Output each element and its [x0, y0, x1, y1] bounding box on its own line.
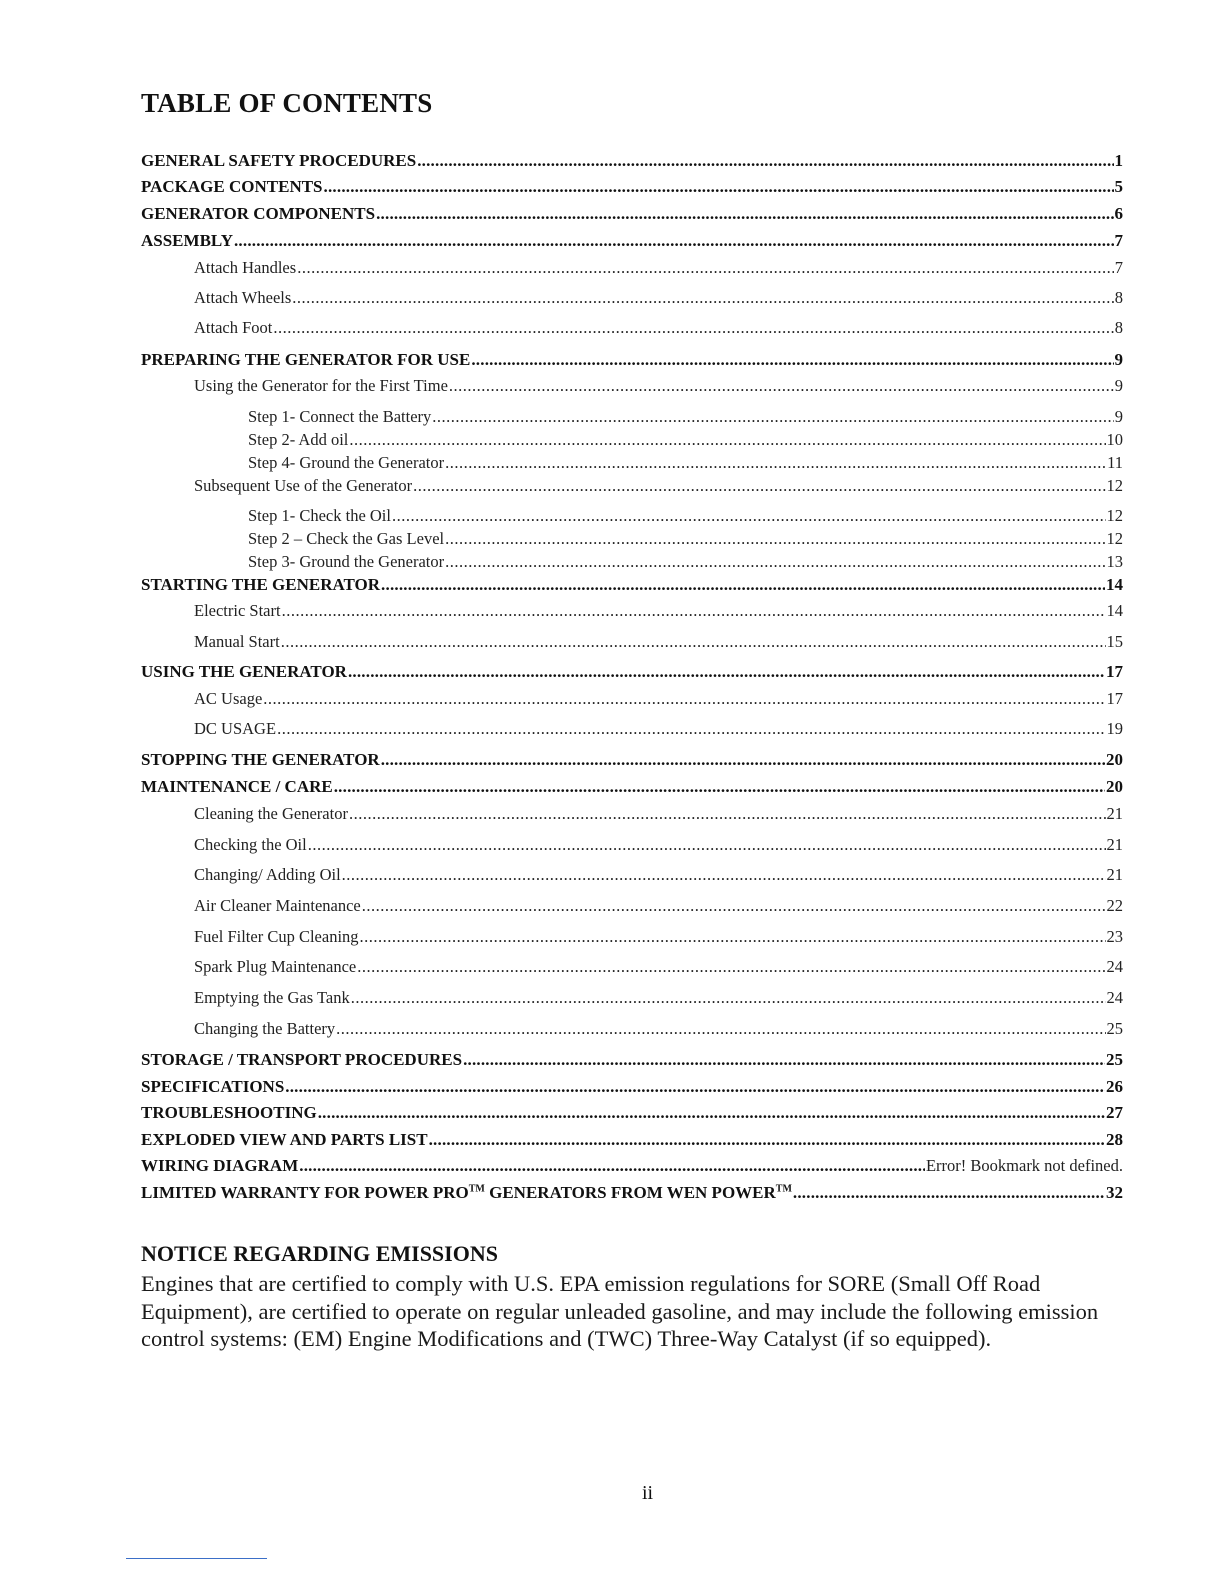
toc-page-number: 32: [1106, 1183, 1123, 1202]
notice-body: Engines that are certified to comply with U.S. EPA emission regulations for SORE (Small Off Road Equipment), are certified to operate on regular unleaded gasoline, and may include the following emission control systems: (EM) Engine Modifications and (TWC) Three-Way Catalyst (if so equipped).: [141, 1271, 1099, 1351]
toc-leader-dots: [285, 1077, 1105, 1097]
toc-page-number: 6: [1114, 204, 1123, 223]
toc-entry[interactable]: [141, 662, 1123, 682]
toc-page-number: 12: [1106, 476, 1123, 495]
toc-entry[interactable]: [141, 601, 1123, 621]
toc-leader-dots: [471, 350, 1113, 370]
toc-page-number: 13: [1106, 552, 1123, 571]
toc-leader-dots: [463, 1050, 1105, 1070]
toc-entry-title: PACKAGE CONTENTS: [141, 177, 323, 196]
toc-page-number: 1: [1114, 151, 1123, 170]
toc-leader-dots: [297, 258, 1114, 278]
toc-entry[interactable]: [141, 288, 1123, 308]
toc-entry-title: MAINTENANCE / CARE: [141, 777, 333, 796]
toc-page-number: 10: [1106, 430, 1123, 449]
toc-entry[interactable]: [141, 318, 1123, 338]
toc-entry-title: Checking the Oil: [194, 835, 307, 854]
toc-leader-dots: [349, 430, 1105, 450]
toc-entry[interactable]: [141, 407, 1123, 427]
toc-page-number: 25: [1106, 1019, 1123, 1038]
toc-title-part: GENERATORS FROM WEN POWER: [484, 1183, 776, 1202]
toc-page-error: Error! Bookmark not defined.: [925, 1156, 1123, 1175]
toc-leader-dots: [449, 376, 1114, 396]
toc-page-number: 15: [1106, 632, 1123, 651]
toc-entry-title: Changing the Battery: [194, 1019, 336, 1038]
toc-leader-dots: [381, 575, 1105, 595]
toc-leader-dots: [417, 151, 1113, 171]
notice-heading: NOTICE REGARDING EMISSIONS: [141, 1241, 498, 1266]
toc-entry[interactable]: [141, 575, 1123, 595]
toc-page-number: 24: [1106, 988, 1123, 1007]
toc-entry-title: TROUBLESHOOTING: [141, 1103, 317, 1122]
toc-entry[interactable]: [141, 750, 1123, 770]
toc-page-number: 5: [1114, 177, 1123, 196]
toc-entry-title: Cleaning the Generator: [194, 804, 348, 823]
toc-page-number: 14: [1106, 601, 1123, 620]
toc-entry-title: STOPPING THE GENERATOR: [141, 750, 380, 769]
toc-entry[interactable]: [141, 1019, 1123, 1039]
toc-leader-dots: [324, 177, 1114, 197]
toc-entry-title: PREPARING THE GENERATOR FOR USE: [141, 350, 471, 369]
toc-page-number: 9: [1114, 350, 1123, 369]
page-title: TABLE OF CONTENTS: [141, 88, 433, 118]
toc-page-number: 21: [1106, 835, 1123, 854]
toc-page-number: 12: [1106, 529, 1123, 548]
toc-leader-dots: [348, 662, 1105, 682]
toc-leader-dots: [429, 1130, 1105, 1150]
toc-entry-title: USING THE GENERATOR: [141, 662, 347, 681]
toc-leader-dots: [234, 231, 1114, 251]
toc-entry[interactable]: [141, 453, 1123, 473]
toc-entry[interactable]: [141, 632, 1123, 652]
toc-entry-title: Changing/ Adding Oil: [194, 865, 341, 884]
toc-entry[interactable]: [141, 835, 1123, 855]
toc-leader-dots: [349, 804, 1106, 824]
toc-leader-dots: [413, 476, 1105, 496]
toc-page-number: 25: [1106, 1050, 1123, 1069]
toc-page-number: 23: [1106, 927, 1123, 946]
toc-entry[interactable]: [141, 231, 1123, 251]
toc-leader-dots: [362, 896, 1106, 916]
toc-entry[interactable]: [141, 529, 1123, 549]
toc-entry-title: Using the Generator for the First Time: [194, 376, 448, 395]
toc-entry-title: [141, 1183, 792, 1203]
toc-entry-title: Attach Foot: [194, 318, 273, 337]
toc-page-number: 8: [1114, 318, 1123, 337]
toc-entry[interactable]: [141, 1183, 1123, 1203]
toc-entry[interactable]: [141, 1077, 1123, 1097]
toc-page-number: 7: [1114, 231, 1123, 250]
toc-page-number: 9: [1114, 407, 1123, 426]
toc-entry[interactable]: [141, 151, 1123, 171]
toc-entry[interactable]: [141, 350, 1123, 370]
toc-entry-title: Step 1- Connect the Battery: [248, 407, 432, 426]
toc-entry-title: STORAGE / TRANSPORT PROCEDURES: [141, 1050, 463, 1069]
toc-entry[interactable]: [141, 689, 1123, 709]
toc-entry-title: AC Usage: [194, 689, 263, 708]
toc-entry-title: Subsequent Use of the Generator: [194, 476, 413, 495]
toc-page-number: 8: [1114, 288, 1123, 307]
toc-entry-title: Fuel Filter Cup Cleaning: [194, 927, 359, 946]
toc-entry[interactable]: [141, 1050, 1123, 1070]
toc-leader-dots: [392, 506, 1106, 526]
toc-page-number: 24: [1106, 957, 1123, 976]
toc-page-number: 21: [1106, 865, 1123, 884]
toc-entry[interactable]: [141, 1130, 1123, 1150]
toc-leader-dots: [445, 453, 1106, 473]
toc-page-number: 7: [1114, 258, 1123, 277]
toc-leader-dots: [336, 1019, 1105, 1039]
toc-page-number: 20: [1106, 750, 1123, 769]
toc-entry-title: Step 3- Ground the Generator: [248, 552, 445, 571]
toc-page-number: 27: [1106, 1103, 1123, 1122]
toc-leader-dots: [308, 835, 1106, 855]
toc-entry-title: Spark Plug Maintenance: [194, 957, 357, 976]
toc-title-part: LIMITED WARRANTY FOR POWER PRO: [141, 1183, 469, 1202]
toc-entry-title: DC USAGE: [194, 719, 277, 738]
toc-entry-title: GENERAL SAFETY PROCEDURES: [141, 151, 417, 170]
toc-entry[interactable]: [141, 1156, 1123, 1176]
toc-entry-title: Step 2- Add oil: [248, 430, 349, 449]
toc-entry[interactable]: [141, 258, 1123, 278]
toc-page-number: 12: [1106, 506, 1123, 525]
toc-page-number: 17: [1106, 689, 1123, 708]
toc-entry[interactable]: [141, 927, 1123, 947]
toc-entry-title: ASSEMBLY: [141, 231, 233, 250]
toc-entry-title: Step 1- Check the Oil: [248, 506, 391, 525]
toc-entry-title: Emptying the Gas Tank: [194, 988, 350, 1007]
toc-page-number: 28: [1106, 1130, 1123, 1149]
toc-page-number: 20: [1106, 777, 1123, 796]
toc-entry-title: SPECIFICATIONS: [141, 1077, 285, 1096]
toc-leader-dots: [351, 988, 1106, 1008]
toc-entry-title: Attach Wheels: [194, 288, 292, 307]
toc-entry-title: Step 4- Ground the Generator: [248, 453, 445, 472]
toc-entry[interactable]: [141, 865, 1123, 885]
toc-page-number: 21: [1106, 804, 1123, 823]
toc-entry[interactable]: [141, 777, 1123, 797]
toc-leader-dots: [292, 288, 1113, 308]
toc-leader-dots: [334, 777, 1105, 797]
toc-entry[interactable]: [141, 552, 1123, 572]
toc-leader-dots: [273, 318, 1113, 338]
toc-leader-dots: [357, 957, 1105, 977]
trademark-mark: TM: [468, 1183, 485, 1195]
toc-entry-title: Electric Start: [194, 601, 281, 620]
toc-entry[interactable]: [141, 506, 1123, 526]
toc-entry-title: Step 2 – Check the Gas Level: [248, 529, 445, 548]
toc-leader-dots: [432, 407, 1113, 427]
toc-entry[interactable]: [141, 430, 1123, 450]
trademark-mark: TM: [775, 1183, 792, 1195]
toc-leader-dots: [318, 1103, 1105, 1123]
toc-leader-dots: [381, 750, 1105, 770]
toc-entry-title: WIRING DIAGRAM: [141, 1156, 299, 1175]
toc-entry[interactable]: [141, 204, 1123, 224]
toc-leader-dots: [277, 719, 1105, 739]
toc-entry-title: Air Cleaner Maintenance: [194, 896, 361, 915]
toc-leader-dots: [445, 529, 1105, 549]
toc-entry-title: STARTING THE GENERATOR: [141, 575, 381, 594]
toc-page-number: 11: [1107, 453, 1123, 472]
toc-page-number: 26: [1106, 1077, 1123, 1096]
toc-leader-dots: [445, 552, 1105, 572]
toc-entry[interactable]: [141, 376, 1123, 396]
toc-entry[interactable]: [141, 957, 1123, 977]
footnote-divider: [126, 1558, 267, 1559]
page-number: ii: [641, 1482, 654, 1504]
toc-entry[interactable]: [141, 177, 1123, 197]
toc-page-number: 9: [1114, 376, 1123, 395]
toc-leader-dots: [299, 1156, 925, 1176]
toc-leader-dots: [263, 689, 1105, 709]
toc-entry-title: Attach Handles: [194, 258, 297, 277]
toc-entry[interactable]: [141, 988, 1123, 1008]
toc-entry[interactable]: [141, 476, 1123, 496]
toc-page-number: 19: [1106, 719, 1123, 738]
toc-leader-dots: [360, 927, 1106, 947]
toc-entry[interactable]: [141, 896, 1123, 916]
toc-entry-title: Manual Start: [194, 632, 280, 651]
toc-leader-dots: [282, 601, 1106, 621]
toc-entry[interactable]: [141, 804, 1123, 824]
toc-page-number: 14: [1106, 575, 1123, 594]
toc-leader-dots: [281, 632, 1106, 652]
toc-leader-dots: [342, 865, 1106, 885]
toc-page-number: 17: [1106, 662, 1123, 681]
toc-page-number: 22: [1106, 896, 1123, 915]
toc-entry-title: GENERATOR COMPONENTS: [141, 204, 376, 223]
toc-leader-dots: [793, 1183, 1105, 1203]
toc-leader-dots: [376, 204, 1113, 224]
toc-entry[interactable]: [141, 719, 1123, 739]
toc-entry[interactable]: [141, 1103, 1123, 1123]
toc-entry-title: EXPLODED VIEW AND PARTS LIST: [141, 1130, 428, 1149]
